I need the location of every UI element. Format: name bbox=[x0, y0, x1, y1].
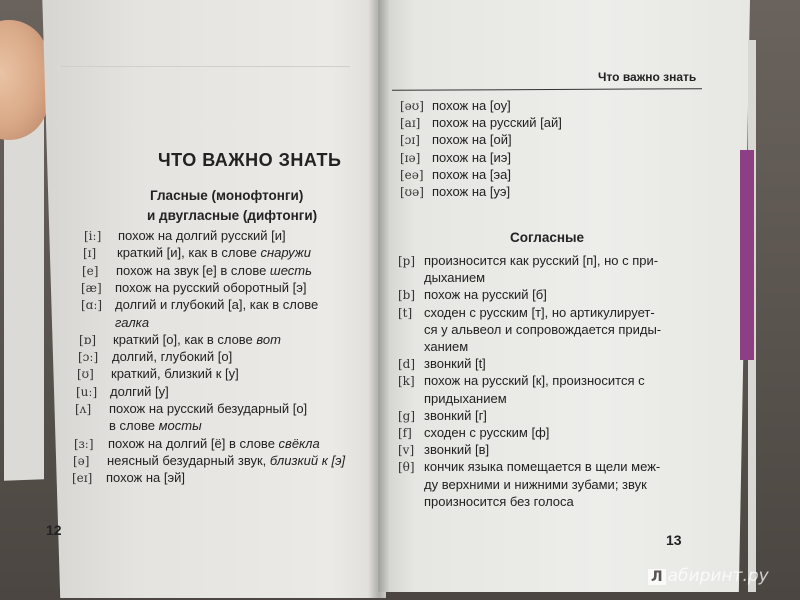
entry-text-example: вот bbox=[256, 331, 281, 347]
entry-text bbox=[118, 228, 286, 244]
entry-continuation-example: галка bbox=[115, 314, 150, 330]
entry-text-main: краткий, близкий к [у] bbox=[111, 366, 239, 382]
watermark-text: абиринт.ру bbox=[667, 566, 769, 586]
entry-text bbox=[111, 366, 239, 382]
section-tab-marker bbox=[740, 150, 754, 360]
entry-text-main: похож на звук [е] в слове bbox=[116, 262, 270, 278]
section-subtitle-line2: и двугласные (дифтонги) bbox=[147, 208, 318, 223]
entry-text-main: долгий, глубокий [о] bbox=[112, 349, 233, 365]
entry-continuation: ханием bbox=[424, 339, 469, 354]
entry-text-main: похож на русский оборотный [э] bbox=[115, 279, 307, 295]
entry-text bbox=[116, 263, 312, 279]
page-number-left: 12 bbox=[46, 522, 62, 538]
phonetic-symbol: [ʌ] bbox=[75, 402, 92, 416]
entry-text-main: похож на долгий русский [и] bbox=[118, 228, 286, 243]
phonetic-symbol: [ɔː] bbox=[78, 350, 99, 365]
entry-text: произносится как русский [п], но с при- bbox=[424, 253, 659, 268]
phonetic-symbol: [b] bbox=[398, 288, 416, 303]
entry-continuation: ся у альвеол и сопровождается приды- bbox=[424, 321, 662, 337]
phonetic-symbol: [e] bbox=[82, 263, 99, 278]
phonetic-symbol: [iː] bbox=[84, 229, 102, 243]
consonants-title: Согласные bbox=[510, 230, 585, 245]
phonetic-symbol: [ɪ] bbox=[83, 246, 97, 261]
entry-text-main: долгий [у] bbox=[110, 383, 169, 399]
entry-text: похож на [ой] bbox=[432, 132, 512, 148]
entry-text-main: похож на долгий [ё] в слове bbox=[108, 435, 279, 451]
section-subtitle-line1: Гласные (монофтонги) bbox=[150, 188, 304, 203]
phonetic-symbol: [v] bbox=[398, 443, 415, 458]
entry-text-main: краткий [и], как в слове bbox=[117, 245, 261, 261]
entry-text bbox=[109, 401, 307, 417]
entry-text: звонкий [в] bbox=[424, 442, 490, 458]
entry-text-example: близкий к [э] bbox=[269, 452, 346, 468]
entry-continuation: произносится без голоса bbox=[424, 493, 574, 509]
entry-text: похож на русский [б] bbox=[424, 287, 547, 303]
phonetic-symbol: [p] bbox=[398, 254, 416, 268]
entry-text: похож на [иэ] bbox=[432, 149, 512, 165]
entry-continuation bbox=[115, 315, 149, 331]
entry-text bbox=[110, 384, 169, 400]
phonetic-symbol: [əʊ] bbox=[400, 99, 424, 113]
phonetic-symbol: [ɔɪ] bbox=[400, 133, 420, 148]
entry-text bbox=[107, 453, 345, 469]
entry-continuation: придыханием bbox=[424, 390, 507, 406]
page-number-right: 13 bbox=[666, 532, 682, 548]
entry-text bbox=[108, 436, 320, 452]
entry-text: звонкий [г] bbox=[424, 407, 487, 423]
entry-text: звонкий [t] bbox=[424, 356, 486, 372]
entry-text bbox=[112, 349, 232, 365]
entry-continuation-text: в слове bbox=[109, 418, 159, 434]
entry-text: сходен с русским [ф] bbox=[424, 425, 550, 440]
entry-text: похож на [оу] bbox=[432, 98, 511, 113]
entry-text-main: похож на [эй] bbox=[106, 470, 186, 486]
phonetic-symbol: [θ] bbox=[398, 460, 415, 475]
entry-continuation bbox=[109, 418, 202, 434]
phonetic-symbol: [eɪ] bbox=[72, 471, 93, 486]
left-header-rule bbox=[60, 66, 350, 67]
phonetic-symbol: [ɜː] bbox=[74, 436, 94, 451]
phonetic-symbol: [eə] bbox=[400, 167, 424, 182]
phonetic-symbol: [ʊə] bbox=[400, 185, 424, 199]
thumb bbox=[0, 20, 48, 140]
entry-text: похож на русский [к], произносится с bbox=[424, 373, 645, 389]
entry-text bbox=[113, 332, 281, 348]
entry-text-main: долгий и глубокий [а], как в слове bbox=[115, 297, 319, 313]
page-title: ЧТО ВАЖНО ЗНАТЬ bbox=[158, 150, 342, 170]
entry-continuation: дыханием bbox=[424, 270, 486, 286]
phonetic-symbol: [uː] bbox=[76, 384, 98, 399]
entry-text: похож на [уэ] bbox=[432, 184, 511, 199]
entry-continuation: ду верхними и нижними зубами; звук bbox=[424, 476, 647, 492]
entry-text-example: свёкла bbox=[278, 435, 320, 451]
entry-text-example: шесть bbox=[269, 262, 312, 278]
phonetic-symbol: [f] bbox=[398, 426, 412, 440]
entry-text: сходен с русским [т], но артикулирует- bbox=[424, 304, 655, 320]
entry-text: похож на русский [ай] bbox=[432, 115, 562, 131]
watermark bbox=[648, 566, 769, 586]
entry-text-example: снаружи bbox=[260, 245, 311, 261]
entry-text bbox=[106, 470, 185, 486]
entry-text bbox=[115, 297, 318, 313]
phonetic-symbol: [ɒ] bbox=[79, 332, 97, 347]
entry-text: похож на [эа] bbox=[432, 166, 511, 182]
phonetic-symbol: [æ] bbox=[81, 280, 102, 295]
phonetic-symbol: [t] bbox=[398, 305, 413, 320]
phonetic-symbol: [aɪ] bbox=[400, 116, 421, 131]
running-head: Что важно знать bbox=[598, 70, 697, 84]
entry-text bbox=[115, 280, 306, 296]
entry-text-main: неясный безударный звук, bbox=[107, 452, 270, 468]
entry-continuation-example: мосты bbox=[158, 418, 202, 434]
phonetic-symbol: [k] bbox=[398, 374, 415, 389]
entry-text bbox=[117, 245, 311, 261]
phonetic-symbol: [g] bbox=[398, 408, 416, 423]
entry-text-main: краткий [о], как в слове bbox=[113, 331, 257, 347]
phonetic-symbol: [ɑː] bbox=[81, 298, 103, 313]
phonetic-symbol: [ə] bbox=[73, 453, 90, 468]
phonetic-symbol: [d] bbox=[398, 357, 416, 372]
phonetic-symbol: [ʊ] bbox=[77, 367, 94, 382]
entry-text-main: похож на русский безударный [о] bbox=[109, 401, 308, 416]
book-gutter bbox=[368, 0, 390, 598]
phonetic-symbol: [ɪə] bbox=[400, 150, 421, 165]
entry-text: кончик языка помещается в щели меж- bbox=[424, 459, 661, 475]
watermark-logo: Л bbox=[648, 569, 666, 585]
